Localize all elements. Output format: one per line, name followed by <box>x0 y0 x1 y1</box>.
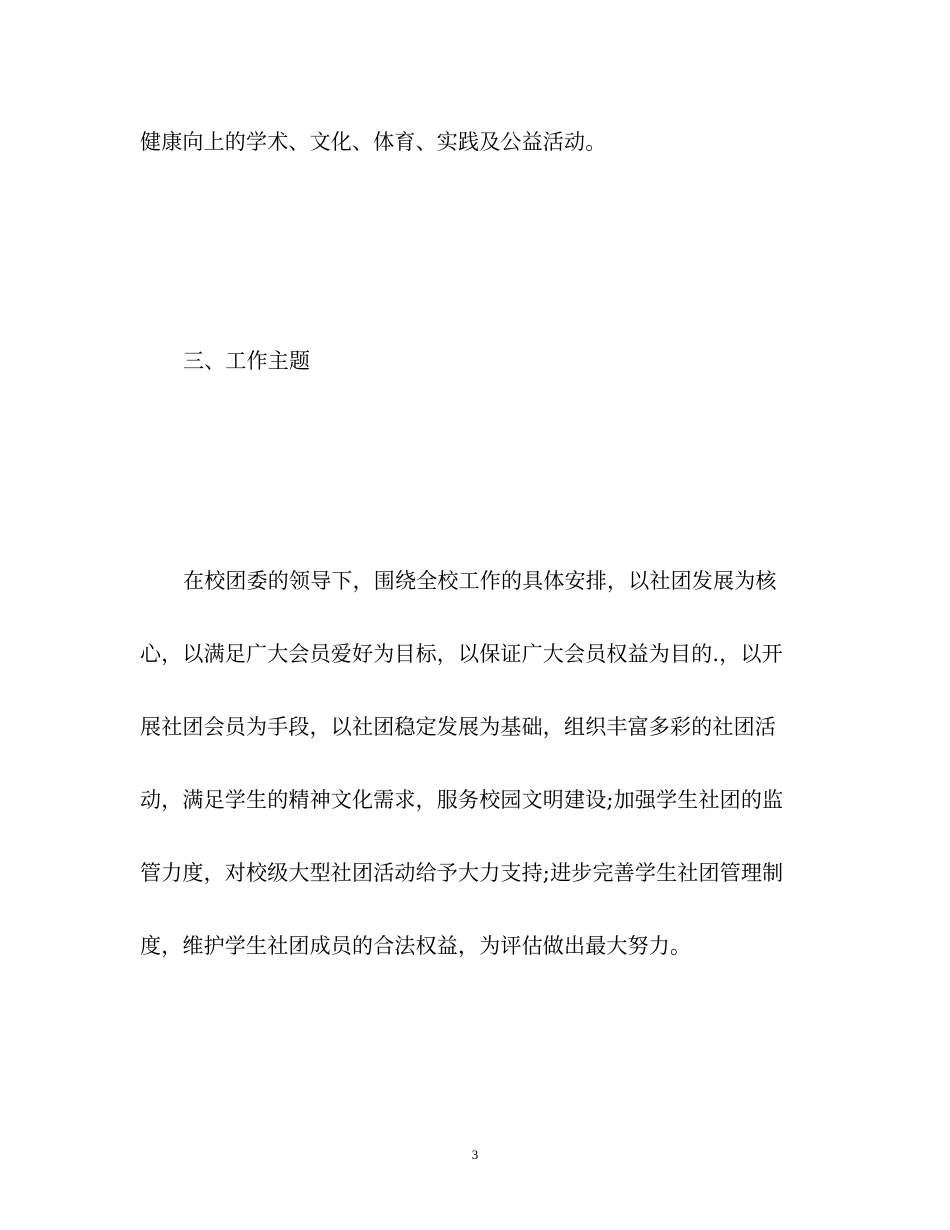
paragraph-line: 动，满足学生的精神文化需求，服务校园文明建设;加强学生社团的监 <box>140 788 784 812</box>
paragraph-continuation-line: 健康向上的学术、文化、体育、实践及公益活动。 <box>140 130 607 154</box>
paragraph-line: 管力度，对校级大型社团活动给予大力支持;进步完善学生社团管理制 <box>140 861 784 885</box>
paragraph-line: 在校团委的领导下，围绕全校工作的具体安排，以社团发展为核 <box>183 569 777 593</box>
page-number: 3 <box>471 1147 479 1162</box>
section-heading: 三、工作主题 <box>183 349 311 373</box>
paragraph-line: 展社团会员为手段，以社团稳定发展为基础，组织丰富多彩的社团活 <box>140 715 776 739</box>
paragraph-line: 度，维护学生社团成员的合法权益，为评估做出最大努力。 <box>140 934 692 958</box>
paragraph-line: 心，以满足广大会员爱好为目标，以保证广大会员权益为目的.，以开 <box>140 642 783 666</box>
